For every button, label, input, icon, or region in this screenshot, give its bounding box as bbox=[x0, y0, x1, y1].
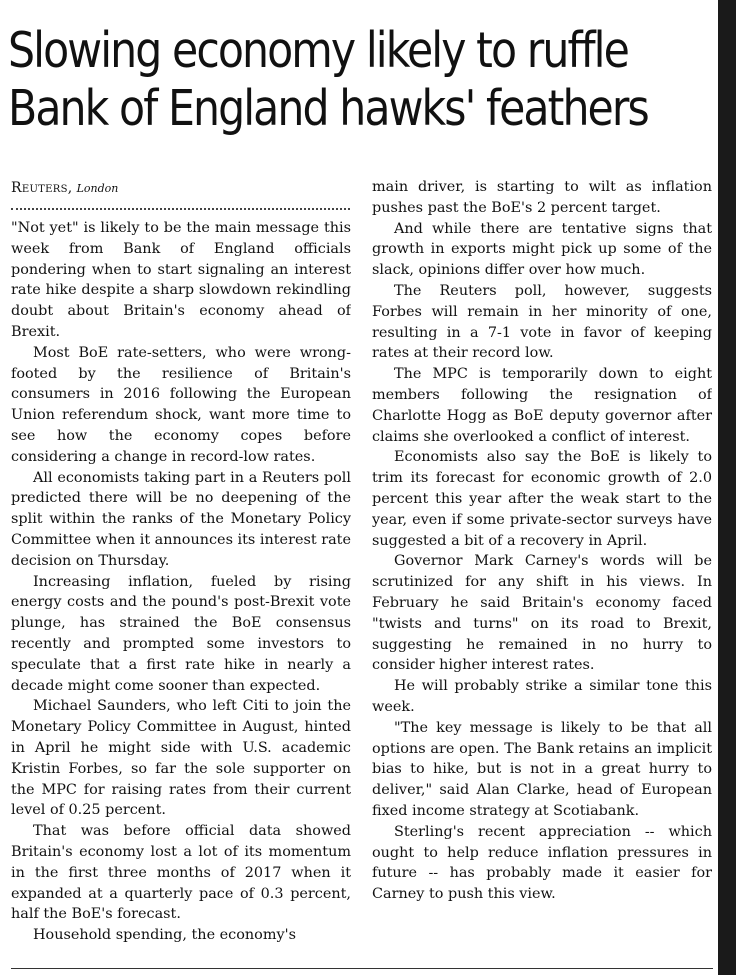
paragraph: main driver, is starting to wilt as inflation pushes past the BoE's 2 percent target. bbox=[372, 179, 712, 216]
paragraph: He will probably strike a similar tone this week. bbox=[372, 678, 712, 715]
paragraph: The MPC is temporarily down to eight members following the resignation of Charlotte Hogg as BoE deputy governor after claims she overlooked a conflict of interest. bbox=[372, 366, 712, 445]
paragraph: "The key message is likely to be that all options are open. The Bank retains an implicit bias to hike, but is not in a great hurry to deliver," said Alan Clarke, head of European fixed income strategy at Scotiabank. bbox=[372, 719, 712, 819]
paragraph: Governor Mark Carney's words will be scrutinized for any shift in his views. In February he said Britain's economy faced "twists and turns" on its road to Brexit, suggesting he remained in no hurry to consider higher interest rates. bbox=[372, 553, 712, 674]
paragraph: And while there are tentative signs that growth in exports might pick up some of the slack, opinions differ over how much. bbox=[372, 220, 712, 279]
byline-dotted-rule bbox=[11, 204, 350, 210]
paragraph: Household spending, the economy's bbox=[33, 927, 296, 944]
headline-line-2: Bank of England hawks' feathers bbox=[8, 80, 648, 137]
paragraph: Most BoE rate-setters, who were wrong-footed by the resilience of Britain's consumers in 2016 following the European Union referendum shock, want more time to see how the economy copes before considering a change in record-low rates. bbox=[11, 344, 351, 465]
paragraph: All economists taking part in a Reuters poll predicted there will be no deepening of the split within the ranks of the Monetary Policy Committee when it announces its interest rate decision on Thursday. bbox=[11, 469, 351, 569]
headline bbox=[8, 22, 648, 138]
paragraph: Increasing inflation, fueled by rising energy costs and the pound's post-Brexit vote plunge, has strained the BoE consensus recently and prompted some investors to speculate that a first rate hike in nearly a decade might come sooner than expected. bbox=[11, 573, 351, 694]
page-edge-bar bbox=[718, 0, 736, 975]
paragraph: The Reuters poll, however, suggests Forbes will remain in her minority of one, resulting in a 7-1 vote in favor of keeping rates at their record low. bbox=[372, 282, 712, 362]
byline-location: London bbox=[76, 182, 119, 195]
bottom-rule bbox=[11, 968, 713, 969]
paragraph: "Not yet" is likely to be the main message this week from Bank of England officials pondering when to start signaling an interest rate hike despite a sharp slowdown rekindling doubt about Britain's economy ahead of Brexit. bbox=[11, 220, 351, 340]
paragraph: Economists also say the BoE is likely to trim its forecast for economic growth of 2.0 percent this year after the weak start to the year, even if some private-sector surveys have suggested a bit of a recovery in April. bbox=[372, 449, 712, 549]
headline-line-1: Slowing economy likely to ruffle bbox=[8, 22, 628, 79]
byline-agency: Reuters, bbox=[11, 180, 73, 196]
paragraph: Michael Saunders, who left Citi to join the Monetary Policy Committee in August, hinted in April he might side with U.S. academic Kristin Forbes, so far the sole supporter on the MPC for raising rates from their current level of 0.25 percent. bbox=[11, 698, 351, 819]
article-column-right bbox=[372, 177, 712, 957]
paragraph: That was before official data showed Britain's economy lost a lot of its momentum in the first three months of 2017 when it expanded at a quarterly pace of 0.3 percent, half the BoE's forecast. bbox=[11, 823, 351, 923]
byline bbox=[11, 180, 118, 197]
article-column-left bbox=[11, 218, 351, 958]
paragraph: Sterling's recent appreciation -- which ought to help reduce inflation pressures in future -- has probably made it easier for Carney to push this view. bbox=[372, 823, 712, 903]
